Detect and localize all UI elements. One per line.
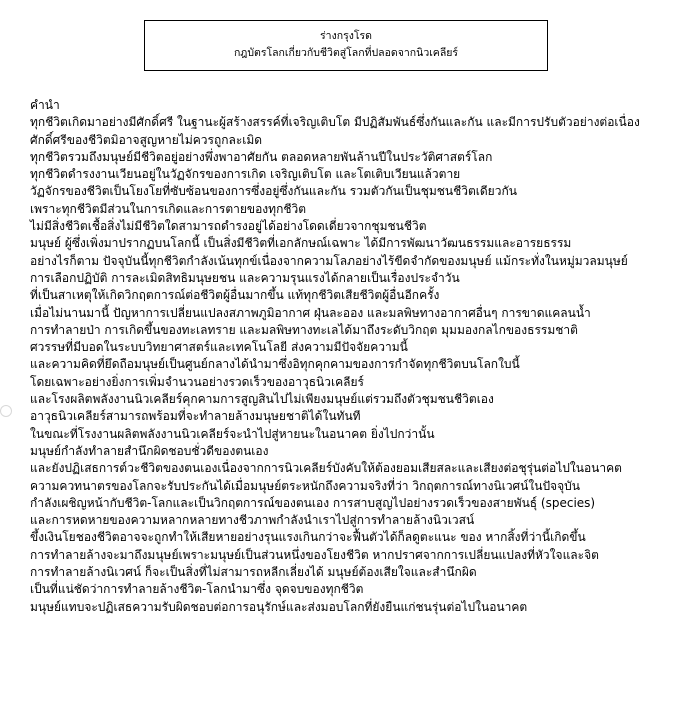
body-line: มนุษย์กำลังทำลายสำนึกผิดชอบชั่วดีของตนเอง [30, 443, 269, 458]
body-line: การทำลายล้างนิเวศน์ ก็จะเป็นสิ่งที่ไม่สามารถหลีกเลี่ยงได้ มนุษย์ต้องเสียใจและสำนึกผิด [30, 565, 477, 580]
body-line: ศวรรษที่มีบอดในระบบวิทยาศาสตร์และเทคโนโลยี ส่งความมีปัจจัยความนี้ [30, 340, 408, 355]
body-line: และความคิดที่ยึดถือมนุษย์เป็นศูนย์กลางได้นำมาซึ่งอิทุกคุกคามของการกำจัดทุกชีวิตบนโลกใบนี้ [30, 357, 520, 372]
body-line: ทุกชีวิตเกิดมาอย่างมีศักดิ์ศรี ในฐานะผู้สร้างสรรค์ที่เจริญเติบโต มีปฏิสัมพันธ์ซึ่งกันและกัน และมีการปรับตัวอย่างต่อเนื่อง [30, 115, 640, 130]
body-line: มนุษย์ ผู้ซึ่งเพิ่งมาปรากฏบนโลกนี้ เป็นสิ่งมีชีวิตที่เอกลักษณ์เฉพาะ ได้มีการพัฒนาวัฒนธรรมและอารยธรรม [30, 236, 572, 251]
body-line: ทุกชีวิตรวมถึงมนุษย์มีชีวิตอยู่อย่างพึ่งพาอาศัยกัน ตลอดหลายพันล้านปีในประวัติศาสตร์โลก [30, 149, 493, 164]
body-line: ทุกชีวิตดำรงงานเวียนอยู่ในวัฏจักรของการเกิด เจริญเติบโต และโตเติบเวียนแล้วตาย [30, 167, 461, 182]
body-line: และยังปฏิเสธการต์วะชีวิตของตนเองเนื่องจากการนิวเคลียร์บังคับให้ต้องยอมเสียสละและเสียงต่อชุรุ่นต่อไปในอนาคต [30, 461, 622, 476]
document-body [30, 97, 690, 616]
document-title-line-2: กฎบัตรโลกเกี่ยวกับชีวิตสู่โลกที่ปลอดจากนิวเคลียร์ [233, 47, 459, 59]
body-line: เมื่อไม่นานมานี้ ปัญหาการเปลี่ยนแปลงสภาพภูมิอากาศ ฝุ่นละออง และมลพิษทางอากาศอื่นๆ การขาดแคลนน้ำ [30, 305, 591, 320]
body-line: เป็นที่แน่ชัดว่าการทำลายล้างชีวิต-โลกนำมาซึ่ง จุดจบของทุกชีวิต [30, 582, 364, 597]
body-line: อาวุธนิวเคลียร์สามารถพร้อมที่จะทำลายล้างมนุษยชาติได้ในทันที [30, 409, 361, 424]
body-line: กำลังเผชิญหน้ากับชีวิต-โลกและเป็นวิกฤตการณ์ของตนเอง การสาบสูญไปอย่างรวดเร็วของสายพันธุ์ (species) [30, 495, 596, 510]
body-line: และการหดหายของความหลากหลายทางชีวภาพกำลังนำเราไปสู่การทำลายล้างนิวเวสน์ [30, 513, 475, 528]
body-line: ที่เป็นสาเหตุให้เกิดวิกฤตการณ์ต่อชีวิตผู้อื่นมากขึ้น แท้ทุกชีวิตเสียชีวิตผู้อื่นอีกครั้ง [30, 288, 440, 303]
document-title-box [144, 20, 548, 71]
body-line: มนุษย์แทบจะปฏิเสธความรับผิดชอบต่อการอนุรักษ์และส่งมอบโลกที่ยังยืนแก่ชนรุ่นต่อไปในอนาคต [30, 599, 528, 614]
body-line: ในขณะที่โรงงานผลิตพลังงานนิวเคลียร์จะนำไปสู่หายนะในอนาคต ยิ่งไปกว่านั้น [30, 426, 435, 441]
body-line: และโรงผลิตพลังงานนิวเคลียร์คุกคามการสูญสินไปไม่เพียงมนุษย์แต่รวมถึงตัวชุมชนชีวิตเอง [30, 392, 494, 407]
body-line: ศักดิ์ศรีของชีวิตมิอาจสูญหายไม่ควรถูกละเมิด [30, 132, 263, 147]
body-line: การเลือกปฏิบัติ การละเมิดสิทธิมนุษยชน และความรุนแรงได้กลายเป็นเรื่องประจำวัน [30, 270, 460, 285]
body-line: ความควทนาตรของโลกจะรับประกันได้เมื่อมนุษย์ตระหนักถึงความจริงที่ว่า วิกฤตการณ์ทางนิเวศน์ในปัจจุบัน [30, 478, 580, 493]
body-line: เพราะทุกชีวิตมีส่วนในการเกิดและการตายของทุกชีวิต [30, 201, 307, 216]
body-line: อย่างไรก็ตาม ปัจจุบันนี้ทุกชีวิตกำลังเน้นทุกข์เนื่องจากความโลภอย่างไร้ขีดจำกัดของมนุษย์ แม้กระทั่งในหมู่มวลมนุษย์ [30, 253, 628, 268]
body-line: การทำลายล้างจะมาถึงมนุษย์เพราะมนุษย์เป็นส่วนหนึ่งของโยงชีวิต หากปราศจากการเปลี่ยนแปลงที่หัวใจและจิต [30, 547, 599, 562]
body-line: ขึ้งเงินโยชองชีวิตอาจจะถูกทำให้เสียหายอย่างรุนแรงเกินกว่าจะฟื้นตัวได้ก็ลดูตะแนะ ของ หากสิ้งที่ว่านี้เกิดขึ้น [30, 530, 586, 545]
body-line: วัฏจักรของชีวิตเป็นโยงโยที่ซับซ้อนของการซึ่งอยู่ซึ่งกันและกัน รวมตัวกันเป็นชุมชนชีวิตเดียวกัน [30, 184, 517, 199]
page-edge-artifact [0, 405, 12, 417]
section-heading: คำนำ [30, 98, 60, 112]
document-title-line-1: ร่างกรุงโรด [320, 30, 372, 42]
body-line: โดยเฉพาะอย่างยิ่งการเพิ่มจำนวนอย่างรวดเร็วของอาวุธนิวเคลียร์ [30, 374, 364, 389]
body-line: การทำลายป่า การเกิดขึ้นของทะเลทราย และมลพิษทางทะเลได้มาถึงระดับวิกฤต มุมมองกลไกของธรรมชาติ [30, 322, 578, 337]
body-line: ไม่มีสิ่งชีวิตเชื้อสิ่งไม่มีชีวิตใดสามารถดำรงอยู่ได้อย่างโดดเดี่ยวจากชุมชนชีวิต [30, 219, 427, 234]
